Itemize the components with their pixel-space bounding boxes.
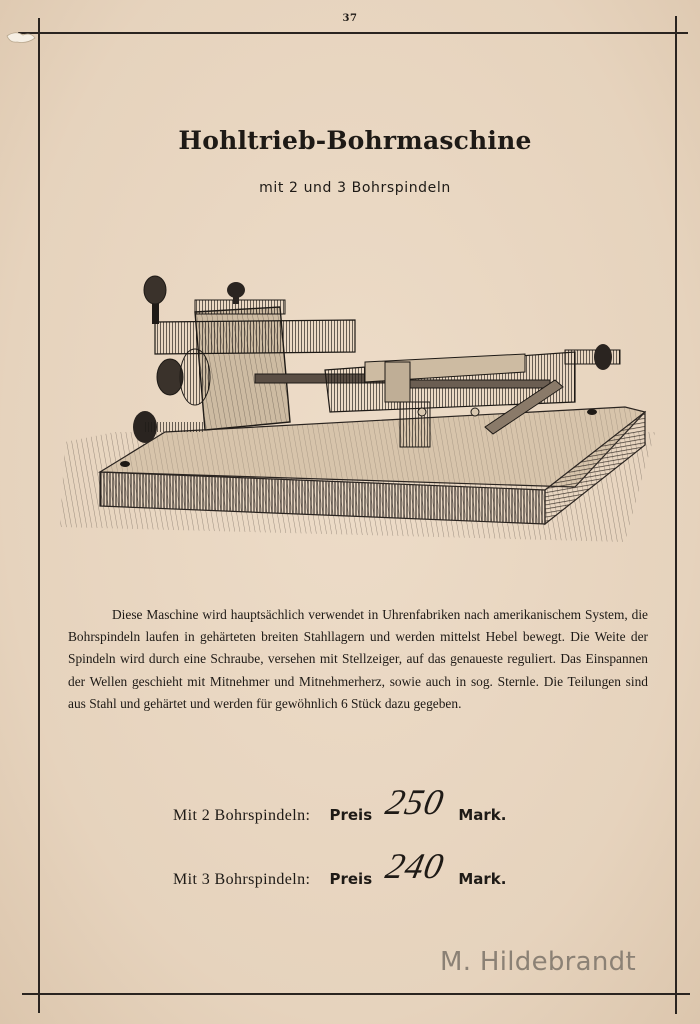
price-label: Mit 3 Bohrspindeln: <box>173 871 311 888</box>
preis-label: Preis <box>329 806 373 824</box>
machine-description: Diese Maschine wird hauptsächlich verwendet in Uhrenfabriken nach amerikanischem System, die Bohrspindeln laufen in gehärteten breiten Stahllagern und werden mittelst Hebel bewegt. Die Weite der Spindeln wird durch eine Schraube, versehen mit Stellzeiger, auf das genaueste reguliert. Das Einspannen der Wellen geschieht mit Mitnehmer und Mitnehmerherz, sowie auch in sog. Sternle. Die Teilungen sind aus Stahl und gehärtet und werden für gewöhnlich 6 Stück dazu gegeben. <box>68 607 648 711</box>
currency-label: Mark. <box>458 806 507 824</box>
watermark-text: M. Hildebrandt <box>440 947 636 977</box>
price-row-3-spindles <box>173 846 507 891</box>
preis-label: Preis <box>329 870 373 888</box>
paper-tear-mark <box>5 28 37 48</box>
frame-bottom-line <box>22 993 690 995</box>
price-amount: 250 <box>382 782 448 822</box>
currency-label: Mark. <box>458 870 507 888</box>
crossbar <box>155 320 355 354</box>
price-amount: 240 <box>382 846 448 886</box>
frame-top-line <box>18 32 688 34</box>
page-number: 37 <box>342 13 358 24</box>
price-label: Mit 2 Bohrspindeln: <box>173 807 311 824</box>
machine-illustration <box>55 262 660 547</box>
frame-right-line <box>675 16 677 1014</box>
frame-left-line <box>38 18 40 1013</box>
lever-handle <box>144 276 166 304</box>
page-subtitle: mit 2 und 3 Bohrspindeln <box>259 180 451 196</box>
price-row-2-spindles <box>173 782 507 827</box>
page-title: Hohltrieb-Bohrmaschine <box>178 126 532 155</box>
